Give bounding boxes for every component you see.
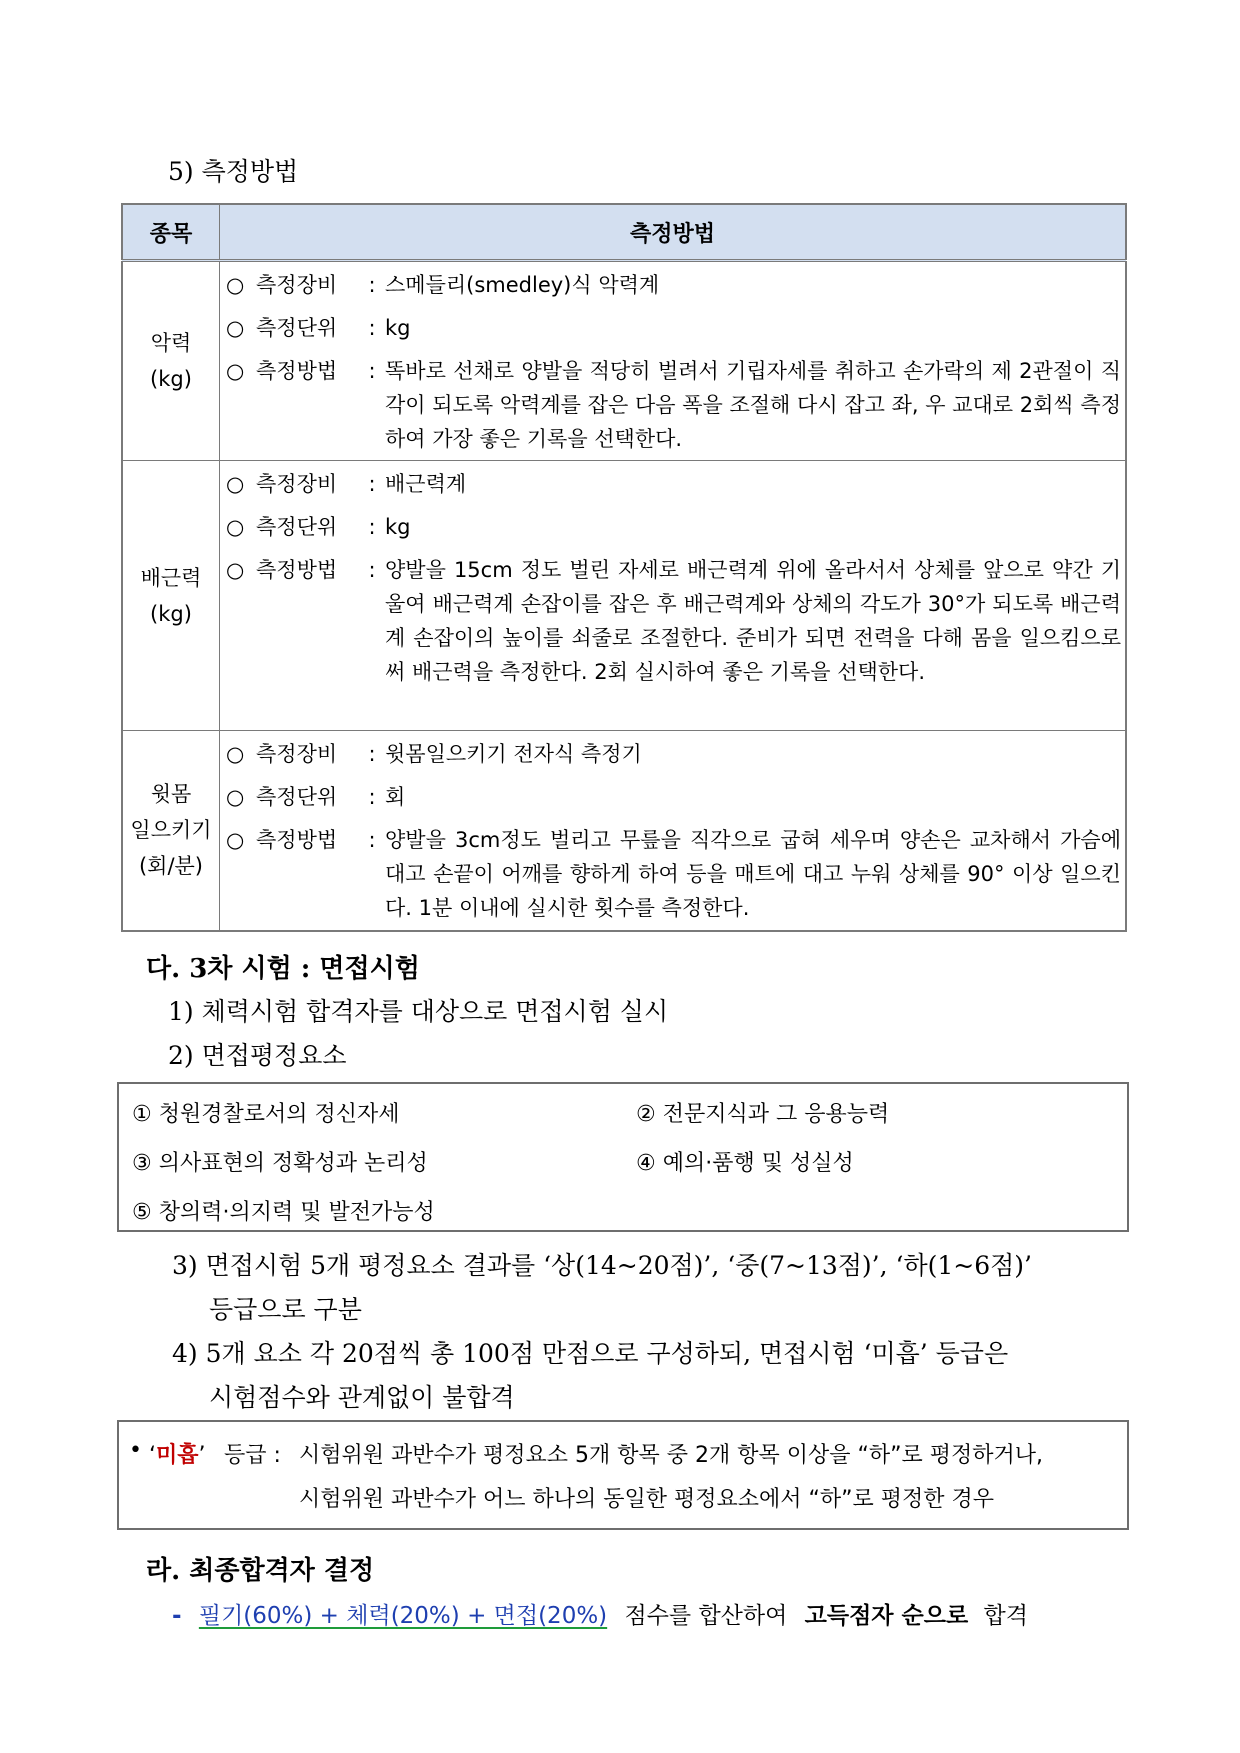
item-value: 스메들리(smedley)식 악력계 [385,273,660,297]
item-value: 양발을 15cm 정도 벌린 자세로 배근력계 위에 올라서서 상체를 앞으로 약간 기울여 배근력계 손잡이를 잡은 후 배근력계와 상체의 각도가 30°가 되도록 배근력계 손잡이의 높이를 쇠줄로 조절한다. 준비가 되면 전력을 다해 몸을 일으킴으로써 배근력을 측정한다. 2회 실시하여 좋은 기록을 선택한다. [385,558,1121,684]
item-label: 측정단위 [256,785,338,809]
item-colon: : [368,472,376,496]
header-method: 측정방법 [220,204,1127,261]
item-value: 배근력계 [385,472,467,496]
section-da-item-3: 3) 면접시험 5개 평정요소 결과를 ‘상(14~20점)’, ‘중(7~13점)’, ‘하(1~6점)’ [172,1251,1032,1280]
method-cell [220,731,1127,931]
method-item [226,737,1121,771]
pass-text: 합격 [983,1603,1028,1629]
circle-bullet: ○ [226,785,245,809]
header-event: 종목 [122,204,220,261]
factor-4: ④ 예의·품행 및 성실성 [636,1151,854,1176]
circle-bullet: ○ [226,515,245,539]
ranking-text: 고득점자 순으로 [804,1602,969,1629]
section-da-item-3-cont: 등급으로 구분 [209,1295,362,1324]
section-da-item-4-cont: 시험점수와 관계없이 불합격 [209,1383,515,1412]
event-name-line: 악력 [150,331,192,355]
item-value: 윗몸일으키기 전자식 측정기 [385,742,642,766]
event-name-cell [122,731,220,931]
circle-bullet: ○ [226,742,245,766]
measurement-table [121,203,1127,932]
item-value: 똑바로 선채로 양발을 적당히 벌려서 기립자세를 취하고 손가락의 제 2관절이 직각이 되도록 악력계를 잡은 다음 폭을 조절해 다시 잡고 좌, 우 교대로 2회씩 측정하여 가장 좋은 기록을 선택한다. [385,359,1121,451]
item-value: 회 [385,785,406,809]
table-row [122,461,1126,731]
item-label: 측정방법 [256,828,338,852]
method-item [226,510,1121,544]
note-label: 등급 : [224,1443,281,1468]
item-label: 측정단위 [256,515,338,539]
section-ra-title: 라. 최종합격자 결정 [146,1556,375,1586]
item-colon: : [368,316,376,340]
event-name-cell [122,461,220,731]
circle-bullet: ○ [226,273,245,297]
item-label: 측정장비 [256,742,338,766]
evaluation-factors-box [117,1082,1129,1232]
event-name-line: (kg) [150,367,192,391]
note-bullet: • [129,1438,142,1463]
note-quote-open: ‘ [149,1443,156,1468]
factor-5: ⑤ 창의력·의지력 및 발전가능성 [132,1200,435,1225]
circle-bullet: ○ [226,359,245,383]
factor-1: ① 청원경찰로서의 정신자세 [132,1102,400,1127]
event-name-cell [122,261,220,461]
note-line-2: 시험위원 과반수가 어느 하나의 동일한 평정요소에서 “하”로 평정한 경우 [299,1487,995,1512]
item-colon: : [368,273,376,297]
event-name-line: (kg) [150,601,192,626]
item-label: 측정방법 [256,558,338,582]
method-item [226,553,1121,689]
item-colon: : [368,785,376,809]
circle-bullet: ○ [226,316,245,340]
note-line-1: 시험위원 과반수가 평정요소 5개 항목 중 2개 항목 이상을 “하”로 평정하거나, [299,1443,1044,1468]
section-5-title: 5) 측정방법 [168,157,299,186]
table-header-row [122,204,1126,261]
method-item [226,311,1121,345]
insufficient-grade-note [117,1420,1129,1530]
note-keyword [149,1438,206,1469]
method-item [226,780,1121,814]
section-da-item-4: 4) 5개 요소 각 20점씩 총 100점 만점으로 구성하되, 면접시험 ‘미흡’ 등급은 [172,1339,1009,1368]
event-name-line: 배근력 [140,565,202,590]
event-name-line: 윗몸 [150,782,192,807]
item-colon: : [368,515,376,539]
item-label: 측정방법 [256,359,338,383]
factor-3: ③ 의사표현의 정확성과 논리성 [132,1151,428,1176]
note-keyword-text: 미흡 [156,1443,199,1468]
final-decision-line [172,1597,1028,1630]
score-formula: 필기(60%) + 체력(20%) + 면접(20%) [198,1603,608,1629]
event-name-line: (회/분) [138,854,204,879]
item-label: 측정장비 [256,472,338,496]
dash-mark: - [172,1603,182,1629]
method-cell [220,461,1127,731]
circle-bullet: ○ [226,472,245,496]
section-da-item-2: 2) 면접평정요소 [168,1041,347,1070]
circle-bullet: ○ [226,828,245,852]
item-colon: : [368,828,376,852]
item-value: kg [385,316,411,340]
method-item [226,823,1121,925]
table-row [122,731,1126,931]
item-colon: : [368,558,376,582]
item-colon: : [368,742,376,766]
table-row [122,261,1126,461]
method-item [226,354,1121,456]
section-da-title: 다. 3차 시험 : 면접시험 [146,954,420,984]
item-colon: : [368,359,376,383]
item-value: 양발을 3cm정도 벌리고 무릎을 직각으로 굽혀 세우며 양손은 교차해서 가슴에 대고 손끝이 어깨를 향하게 하여 등을 매트에 대고 누워 상체를 90° 이상 일으킨다. 1분 이내에 실시한 횟수를 측정한다. [385,828,1121,920]
factor-2: ② 전문지식과 그 응용능력 [636,1102,890,1127]
note-quote-close: ’ [198,1443,206,1468]
event-name-line: 일으키기 [130,818,212,843]
item-label: 측정단위 [256,316,338,340]
item-label: 측정장비 [256,273,338,297]
method-item [226,268,1121,302]
item-value: kg [385,515,411,539]
section-da-item-1: 1) 체력시험 합격자를 대상으로 면접시험 실시 [168,997,669,1026]
method-cell [220,261,1127,461]
circle-bullet: ○ [226,558,245,582]
sum-text: 점수를 합산하여 [624,1603,788,1629]
method-item [226,467,1121,501]
